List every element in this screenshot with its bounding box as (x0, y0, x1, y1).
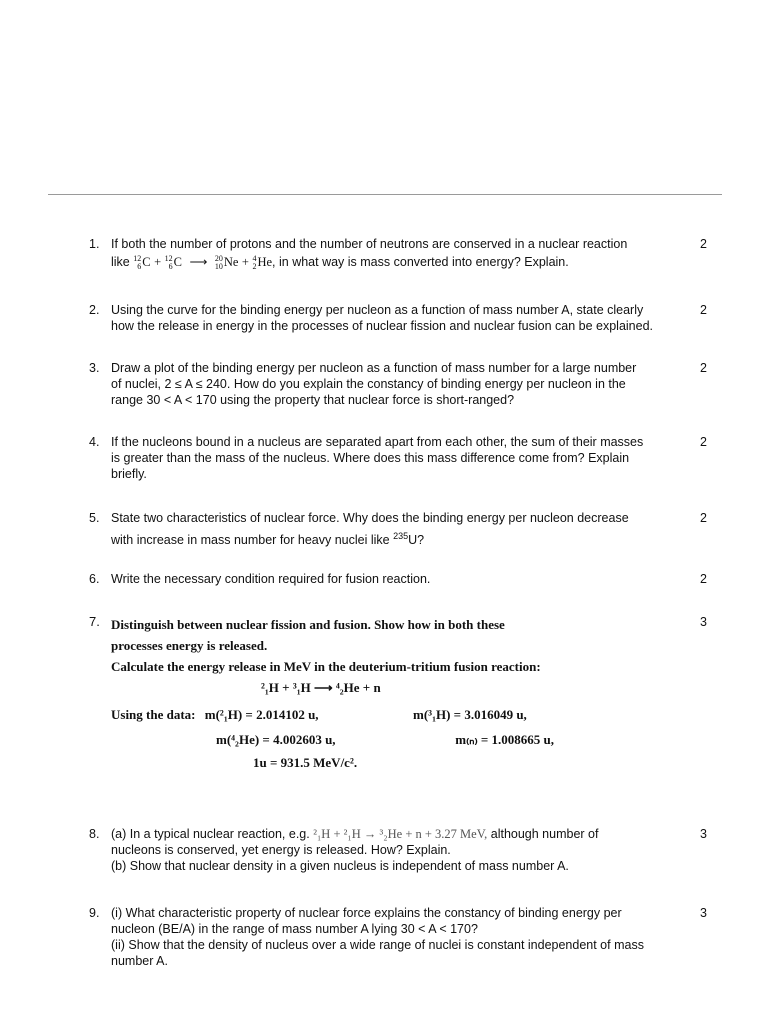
marks-value: 2 (700, 572, 707, 586)
question-text: , in what way is mass converted into energy? Explain. (272, 255, 569, 269)
question-text: like (111, 255, 130, 269)
question-text-line: Write the necessary condition required for fusion reaction. (111, 572, 431, 586)
mass-number-superscript: 235 (393, 531, 409, 541)
question-text: with increase in mass number for heavy nuclei like (111, 533, 394, 547)
question-text-line: processes energy is released. (111, 638, 268, 653)
question-text-line: nucleon (BE/A) in the range of mass number A lying 30 < A < 170? (111, 922, 478, 936)
marks-value: 2 (700, 511, 707, 525)
question-number: 4. (89, 435, 100, 449)
question-text-line: (i) What characteristic property of nuclear force explains the constancy of binding energy per (111, 906, 622, 920)
question-text: although number of (490, 827, 599, 841)
data-label: Using the data: (111, 707, 196, 722)
reaction-equation: ²₁H + ²₁H → ³₂He + n + 3.27 MeV, (313, 827, 488, 841)
marks-value: 2 (700, 237, 707, 251)
question-text-line: Distinguish between nuclear fission and fusion. Show how in both these (111, 617, 505, 632)
nuclide-carbon-12: 12 6 C (164, 254, 182, 272)
nuclide-helium-4: 4 2 He (252, 254, 273, 272)
question-text-line: If both the number of protons and the number of neutrons are conserved in a nuclear reaction (111, 237, 628, 251)
data-value: m(³₁H) = 3.016049 u, (413, 707, 527, 722)
question-text-line: number A. (111, 954, 168, 968)
question-number: 7. (89, 614, 100, 629)
marks-value: 3 (700, 827, 707, 841)
question-text: (a) In a typical nuclear reaction, e.g. (111, 827, 310, 841)
data-value: m(²₁H) = 2.014102 u, (204, 707, 319, 722)
question-text-line: range 30 < A < 170 using the property that nuclear force is short-ranged? (111, 393, 515, 407)
question-number: 2. (89, 303, 100, 317)
question-text-line: State two characteristics of nuclear force. Why does the binding energy per nucleon decrease (111, 511, 629, 525)
question-text-line: how the release in energy in the processes of nuclear fission and nuclear fusion can be explained. (111, 319, 654, 333)
reaction-arrow: ⟶ (189, 255, 208, 269)
reaction-equation: ²₁H + ³₁H ⟶ ⁴₂He + n (261, 680, 381, 695)
question-text-line: (b) Show that nuclear density in a given nucleus is independent of mass number A. (111, 859, 569, 873)
question-number: 5. (89, 511, 100, 525)
data-value: m₍ₙ₎ = 1.008665 u, (455, 732, 555, 747)
question-text-line: of nuclei, 2 ≤ A ≤ 240. How do you explain the constancy of binding energy per nucleon in the (111, 377, 626, 391)
question-text-line: Calculate the energy release in MeV in the deuterium-tritium fusion reaction: (111, 659, 541, 674)
question-text-line: briefly. (111, 467, 147, 481)
question-text-line: is greater than the mass of the nucleus. Where does this mass difference come from? Explain (111, 451, 630, 465)
data-value: 1u = 931.5 MeV/c². (253, 755, 358, 770)
question-text-line: (ii) Show that the density of nucleus over a wide range of nuclei is constant independent of mass (111, 938, 644, 952)
question-text: U? (408, 533, 425, 547)
marks-value: 2 (700, 435, 707, 449)
marks-value: 2 (700, 303, 707, 317)
question-number: 9. (89, 906, 100, 920)
question-text-line: nucleons is conserved, yet energy is released. How? Explain. (111, 843, 451, 857)
marks-value: 2 (700, 361, 707, 375)
question-number: 6. (89, 572, 100, 586)
data-value: m(⁴₂He) = 4.002603 u, (216, 732, 336, 747)
question-text-line: If the nucleons bound in a nucleus are separated apart from each other, the sum of their masses (111, 435, 644, 449)
horizontal-divider (48, 194, 722, 195)
question-number: 8. (89, 827, 100, 841)
nuclide-carbon-12: 12 6 C (133, 254, 151, 272)
question-text-line: Using the curve for the binding energy per nucleon as a function of mass number A, state clearly (111, 303, 644, 317)
question-number: 3. (89, 361, 100, 375)
question-text-line: Draw a plot of the binding energy per nucleon as a function of mass number for a large number (111, 361, 637, 375)
nuclide-neon-20: 20 10 Ne (214, 254, 239, 272)
question-number: 1. (89, 237, 100, 251)
marks-value: 3 (700, 906, 707, 920)
marks-value: 3 (700, 615, 707, 629)
